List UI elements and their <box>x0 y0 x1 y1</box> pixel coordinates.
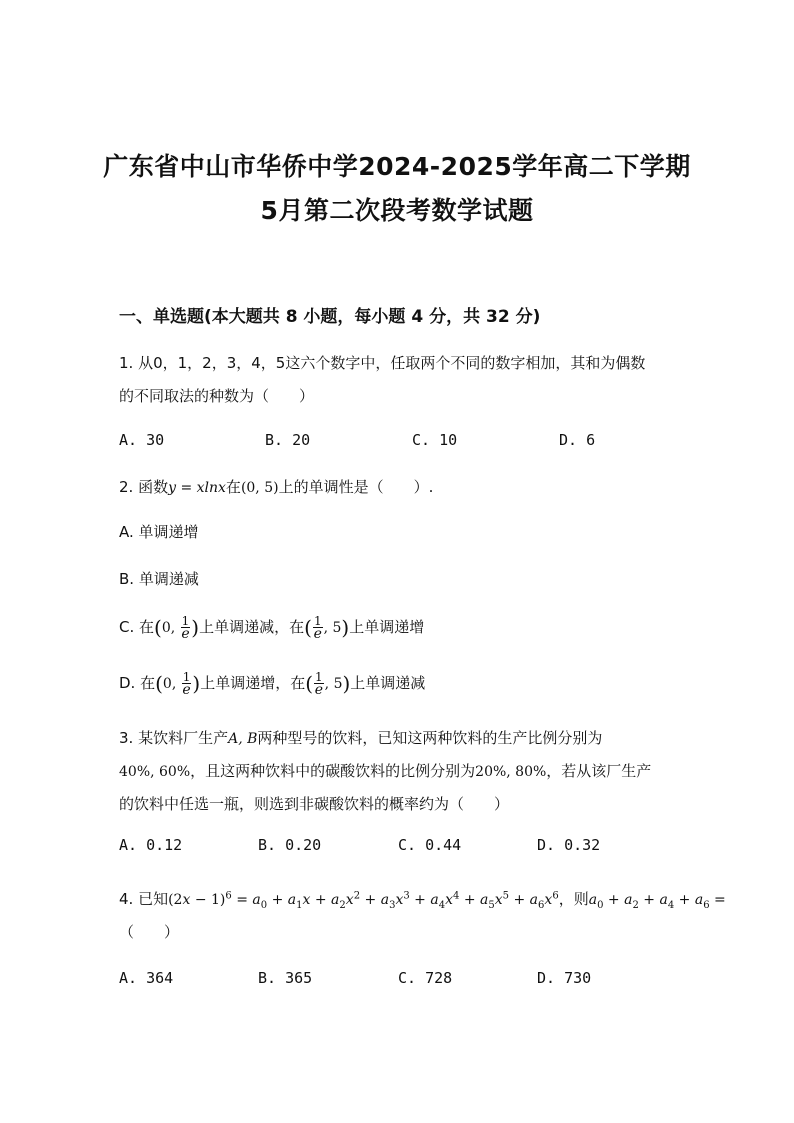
q2-option-d-suffix: 上单调递减 <box>350 674 426 692</box>
section-heading: 一、单选题(本大题共 8 小题，每小题 4 分，共 32 分) <box>119 307 541 327</box>
q4-expansion: $(2x - 1)^6 = a_0 + a_1x + a_2x^2 + a_3x^3 + a_4x^4 + a_5x^5 + a_6x^6$ <box>168 890 559 911</box>
q1-stem-line2: 的不同取法的种数为（ ） <box>119 387 315 405</box>
q2-option-a: A. 单调递增 <box>119 523 199 541</box>
q4-option-a: A. 364 <box>119 969 174 987</box>
q2-option-d-frac: $\frac{1}{e}$ <box>182 670 191 698</box>
q2-option-c-frac2: $\frac{1}{e}$ <box>313 614 322 642</box>
q1-option-b: B. 20 <box>265 431 311 449</box>
q3-option-b: B. 0.20 <box>258 836 322 854</box>
q2-option-c-suffix: 上单调递增 <box>349 618 425 636</box>
q4-option-b: B. 365 <box>258 969 313 987</box>
q3-pct2: 20%, 80% <box>475 764 547 780</box>
q3-option-d: D. 0.32 <box>537 836 601 854</box>
q2-option-c-frac: $\frac{1}{e}$ <box>181 614 190 642</box>
q3-stem-line3: 的饮料中任选一瓶，则选到非碳酸饮料的概率约为（ ） <box>119 795 510 813</box>
q2-option-c-mid: 上单调递减，在 <box>199 618 305 636</box>
q1-stem-line1: 1. 从0，1，2，3，4，5这六个数字中，任取两个不同的数字相加，其和为偶数 <box>119 354 646 372</box>
q2-option-d: D. 在(0, $\frac{1}{e}$ )上单调递增，在( $\frac{1}{e}$ , 5)上单调递减 <box>119 670 426 698</box>
q2-option-c-prefix: C. 在 <box>119 618 155 636</box>
q3-pct1: 40%, 60% <box>119 764 191 780</box>
page-title-line2: 5月第二次段考数学试题 <box>260 196 534 225</box>
q2-option-c-zero: 0 <box>161 620 171 636</box>
q1-option-d: D. 6 <box>559 431 596 449</box>
q4-stem: 4. 已知$(2x - 1)^6 = a_0 + a_1x + a_2x^2 + a_3x^3 + a_4x^4 + a_5x^5 + a_6x^6$，则$a_0 + a_2 + a_4 + a_6$ = <box>119 890 726 911</box>
q3-option-c: C. 0.44 <box>398 836 462 854</box>
q2-option-c: C. 在(0, $\frac{1}{e}$ )上单调递减，在( $\frac{1}{e}$ , 5)上单调递增 <box>119 614 425 642</box>
q2-option-d-mid: 上单调递增，在 <box>200 674 306 692</box>
q1-option-a: A. 30 <box>119 431 165 449</box>
page-title-line1: 广东省中山市华侨中学2024-2025学年高二下学期 <box>103 152 691 181</box>
q3-option-a: A. 0.12 <box>119 836 183 854</box>
q3-stem-line1: 3. 某饮料厂生产A, B两种型号的饮料，已知这两种饮料的生产比例分别为 <box>119 729 603 747</box>
q2-prefix: 2. 函数 <box>119 478 169 496</box>
q2-interval: (0, 5) <box>240 480 279 496</box>
q2-option-b: B. 单调递减 <box>119 570 199 588</box>
q2-suffix: 上的单调性是（ ）. <box>278 478 434 496</box>
q3-vars: A, B <box>228 731 258 747</box>
q2-option-d-frac2: $\frac{1}{e}$ <box>314 670 323 698</box>
q2-stem <box>119 476 433 497</box>
q4-sum: $a_0 + a_2 + a_4 + a_6$ = <box>588 892 726 911</box>
q2-option-d-prefix: D. 在 <box>119 674 156 692</box>
q4-option-c: C. 728 <box>398 969 453 987</box>
q1-option-c: C. 10 <box>412 431 458 449</box>
q3-stem-line2: 40%, 60%，且这两种饮料中的碳酸饮料的比例分别为20%, 80%，若从该厂生产 <box>119 762 652 780</box>
q2-mid: 在 <box>225 478 241 496</box>
q2-function: y = xlnx <box>168 480 226 496</box>
q4-paren: （ ） <box>119 923 180 941</box>
q4-option-d: D. 730 <box>537 969 592 987</box>
